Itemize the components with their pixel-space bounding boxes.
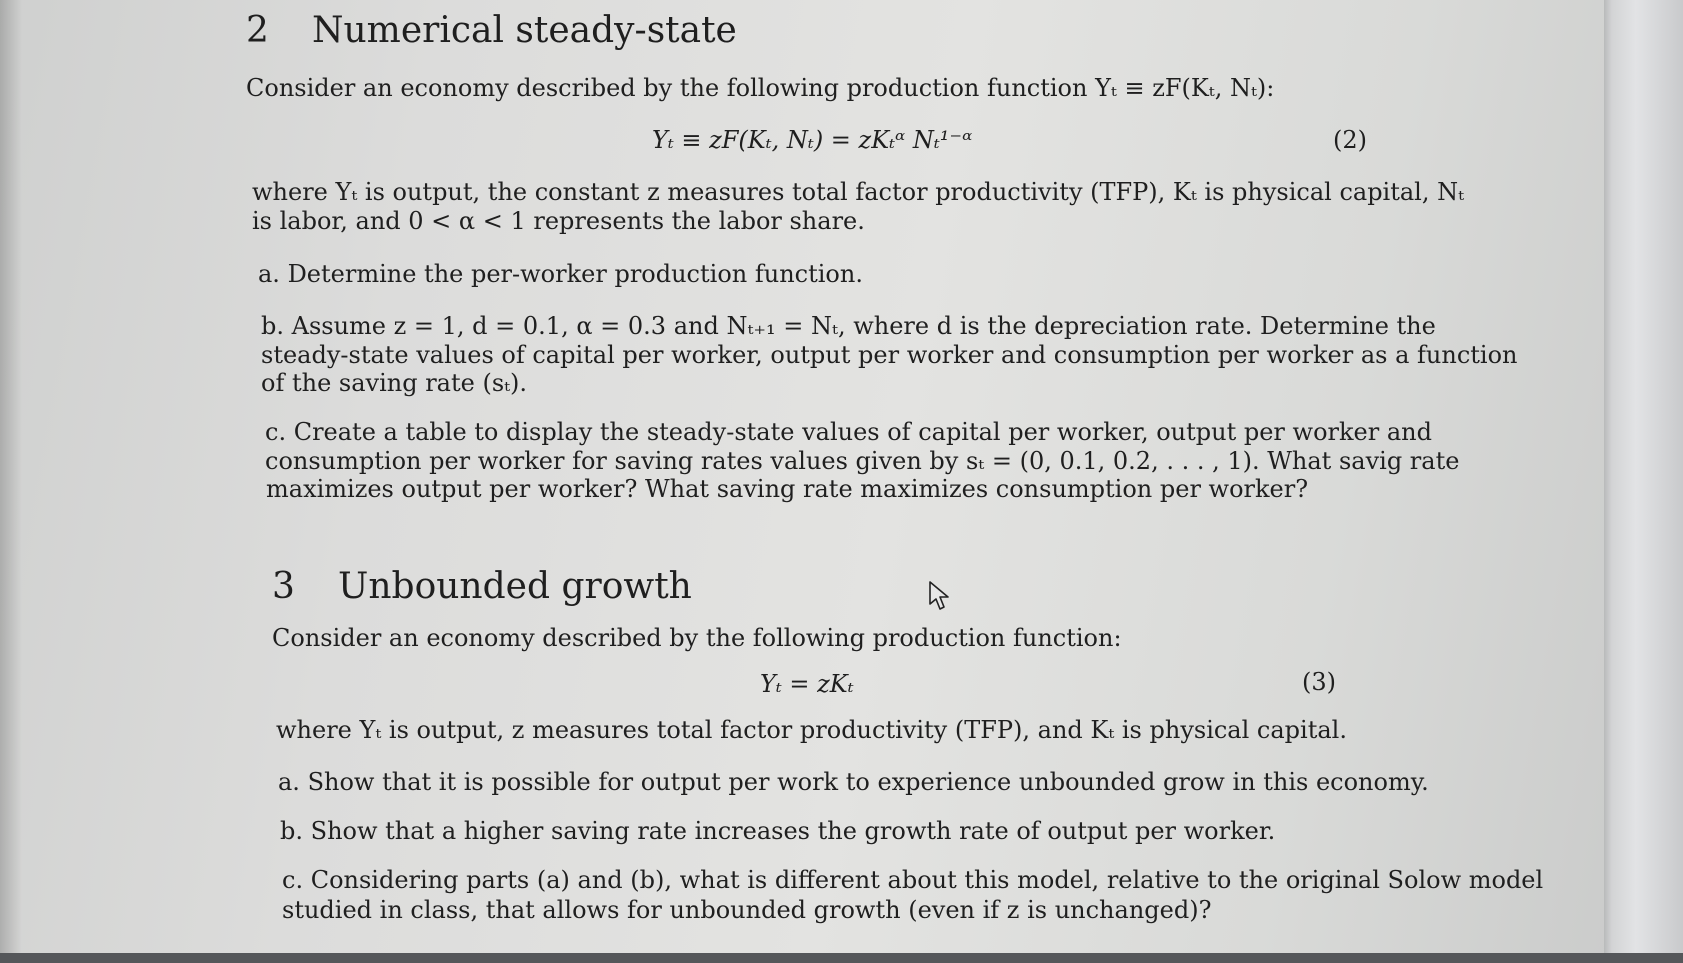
equation-2: Yₜ ≡ zF(Kₜ, Nₜ) = zKₜᵅ Nₜ¹⁻ᵅ [652,126,973,154]
section-2-intro: Consider an economy described by the following production function Yₜ ≡ zF(Kₜ, Nₜ): [246,74,1275,102]
equation-3-number: (3) [1302,668,1336,696]
section-3-where-line: where Yₜ is output, z measures total factor productivity (TFP), and Kₜ is physical capital. [276,716,1347,744]
equation-2-number: (2) [1333,126,1367,154]
section-2-item-b-line3: of the saving rate (sₜ). [261,369,528,397]
section-2-title: Numerical steady-state [312,10,737,51]
equation-3: Yₜ = zKₜ [760,670,854,698]
screen-bottom-edge [0,953,1683,963]
section-2-number: 2 [246,10,269,51]
section-3-heading [272,566,692,607]
section-3-intro: Consider an economy described by the following production function: [272,624,1122,652]
section-3-title: Unbounded growth [338,566,692,607]
mouse-pointer-icon [928,580,952,612]
screen-edge [1604,0,1683,963]
section-3-item-c-line1: c. Considering parts (a) and (b), what is different about this model, relative to the original Solow model [282,866,1544,894]
section-2-item-c-line2: consumption per worker for saving rates values given by sₜ = (0, 0.1, 0.2, . . . , 1). What savig rate [265,447,1460,475]
section-2-item-b-line1: b. Assume z = 1, d = 0.1, α = 0.3 and Nₜ₊₁ = Nₜ, where d is the depreciation rate. Determine the [261,312,1436,340]
section-3-item-b: b. Show that a higher saving rate increases the growth rate of output per worker. [280,817,1276,845]
section-3-item-a: a. Show that it is possible for output per work to experience unbounded grow in this economy. [278,768,1429,796]
section-2-where-line2: is labor, and 0 < α < 1 represents the labor share. [252,207,865,235]
section-2-item-a: a. Determine the per-worker production function. [258,260,863,288]
section-2-item-b-line2: steady-state values of capital per worker, output per worker and consumption per worker as a function [261,341,1518,369]
section-3-item-c-line2: studied in class, that allows for unbounded growth (even if z is unchanged)? [282,896,1212,924]
section-2-item-c-line3: maximizes output per worker? What saving rate maximizes consumption per worker? [266,475,1309,503]
section-2-where-line1: where Yₜ is output, the constant z measures total factor productivity (TFP), Kₜ is physical capital, Nₜ [252,178,1465,206]
section-2-item-c-line1: c. Create a table to display the steady-state values of capital per worker, output per worker and [265,418,1432,446]
section-2-heading [246,10,737,51]
section-3-number: 3 [272,566,295,607]
